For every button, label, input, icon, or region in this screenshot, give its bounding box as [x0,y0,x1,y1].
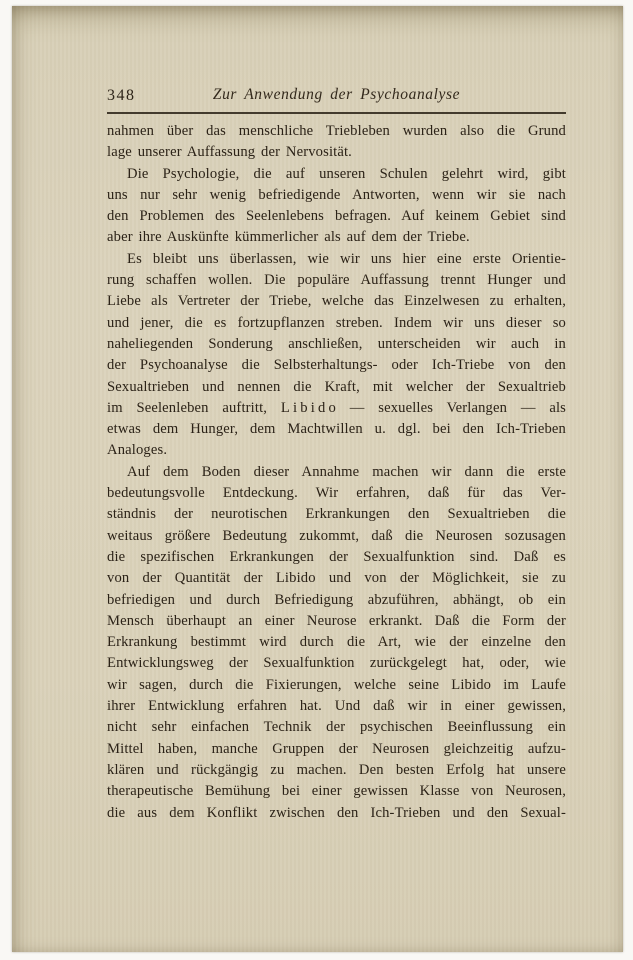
text-line: nicht sehr einfachen Technik der psychischen Beeinflussung ein [107,719,566,736]
text-line: Es bleibt uns überlassen, wie wir uns hier eine erste Orientie- [127,250,566,267]
text-line: befriedigen und durch Befriedigung abzuführen, abhängt, ob ein [107,591,566,608]
text-line: bedeutungsvolle Entdeckung. Wir erfahren, daß für das Ver- [107,485,566,502]
text-line: therapeutische Bemühung bei einer gewissen Klasse von Neurosen, [107,783,566,800]
text-line: und jener, die es fortzupflanzen streben. Indem wir uns dieser so [107,314,566,331]
text-line: Die Psychologie, die auf unseren Schulen gelehrt wird, gibt [127,165,566,182]
text-line: Auf dem Boden dieser Annahme machen wir dann die erste [127,463,566,480]
text-line: der Psychoanalyse die Selbsterhaltungs- oder Ich-Triebe von den [107,357,566,374]
page-header [107,86,566,110]
running-title: Zur Anwendung der Psychoanalyse [212,86,461,103]
text-line: Erkrankung bestimmt wird durch die Art, wie der einzelne den [107,634,566,651]
book-page [12,6,623,952]
text-line: Mittel haben, manche Gruppen der Neurosen gleichzeitig aufzu- [107,740,566,757]
text-line: im Seelenleben auftritt, L i b i d o — sexuelles Verlangen — als [107,399,566,416]
text-line: lage unserer Auffassung der Nervosität. [107,144,352,161]
text-line: weitaus größere Bedeutung zukommt, daß die Neurosen sozusagen [107,527,566,544]
header-rule [107,112,566,114]
text-line: ihrer Entwicklung erfahren hat. Und daß wir in einer gewissen, [107,698,566,715]
text-line: uns nur sehr wenig befriedigende Antworten, wenn wir sie nach [107,186,566,203]
text-line: Analoges. [107,442,168,459]
page-number: 348 [107,87,136,104]
text-line: nahmen über das menschliche Triebleben wurden also die Grund [107,123,566,139]
text-line: ständnis der neurotischen Erkrankungen den Sexualtrieben die [107,506,566,523]
text-line: naheliegenden Sonderung anschließen, unterscheiden wir auch in [107,335,566,352]
text-line: den Problemen des Seelenlebens befragen. Auf keinem Gebiet sind [107,208,566,225]
text-line: etwas dem Hunger, dem Machtwillen u. dgl. bei den Ich-Trieben [107,421,566,438]
text-line: rung schaffen wollen. Die populäre Auffassung trennt Hunger und [107,272,566,289]
body-text [107,121,566,824]
text-line: Liebe als Vertreter der Triebe, welche das Einzelwesen zu erhalten, [107,293,566,310]
text-line: wir sagen, durch die Fixierungen, welche seine Libido im Laufe [107,676,566,693]
text-line: klären und rückgängig zu machen. Den besten Erfolg hat unsere [107,761,566,778]
text-line: aber ihre Auskünfte kümmerlicher als auf dem der Triebe. [107,229,470,246]
text-line: die aus dem Konflikt zwischen den Ich-Trieben und den Sexual- [107,804,566,821]
text-block [107,86,566,824]
text-line: Mensch überhaupt an einer Neurose erkrankt. Daß die Form der [107,612,566,629]
text-line: von der Quantität der Libido und von der Möglichkeit, sie zu [107,570,566,587]
text-line: Entwicklungsweg der Sexualfunktion zurückgelegt hat, oder, wie [107,655,566,672]
text-line: die spezifischen Erkrankungen der Sexualfunktion sind. Daß es [107,548,566,565]
text-line: Sexualtrieben und nennen die Kraft, mit welcher der Sexualtrieb [107,378,566,395]
